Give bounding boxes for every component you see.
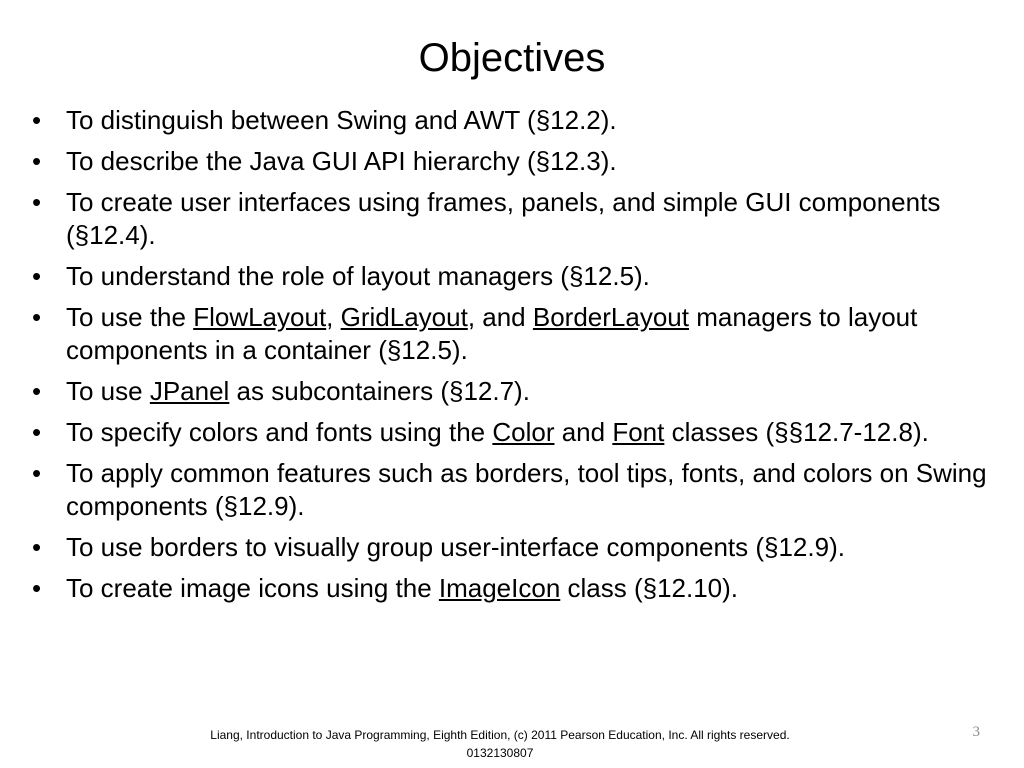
objective-text: To create user interfaces using frames, panels, and simple GUI components (§12.4). bbox=[66, 187, 941, 250]
objective-item bbox=[30, 104, 1010, 137]
objective-item bbox=[30, 531, 1010, 564]
slide-title: Objectives bbox=[418, 36, 606, 80]
objective-text: To understand the role of layout managers (§12.5). bbox=[66, 261, 650, 291]
objective-text: To describe the Java GUI API hierarchy (§12.3). bbox=[66, 146, 617, 176]
objective-item bbox=[30, 457, 1010, 523]
objective-text: To use bbox=[66, 376, 150, 406]
objective-text: as subcontainers (§12.7). bbox=[229, 376, 530, 406]
objectives-list bbox=[30, 104, 1010, 613]
objective-text: To distinguish between Swing and AWT (§12.2). bbox=[66, 105, 617, 135]
objective-text: To specify colors and fonts using the bbox=[66, 417, 493, 447]
bullet-icon: • bbox=[32, 187, 42, 217]
objective-item bbox=[30, 145, 1010, 178]
class-name-borderlayout: BorderLayout bbox=[532, 302, 689, 332]
objective-text: managers to layout components in a container (§12.5). bbox=[66, 302, 918, 365]
objective-text: To use the bbox=[66, 302, 194, 332]
objective-item bbox=[30, 416, 1010, 449]
bullet-icon: • bbox=[32, 376, 42, 406]
objective-text: class (§12.10). bbox=[560, 573, 739, 603]
class-name-color: Color bbox=[492, 417, 555, 447]
objective-text: To use borders to visually group user-interface components (§12.9). bbox=[66, 532, 845, 562]
class-name-flowlayout: FlowLayout bbox=[193, 302, 327, 332]
objective-item bbox=[30, 186, 1010, 252]
objective-item bbox=[30, 572, 1010, 605]
class-name-imageicon: ImageIcon bbox=[438, 573, 561, 603]
bullet-icon: • bbox=[32, 105, 42, 135]
bullet-icon: • bbox=[32, 458, 42, 488]
objective-text: To create image icons using the bbox=[66, 573, 439, 603]
class-name-gridlayout: GridLayout bbox=[340, 302, 468, 332]
class-name-font: Font bbox=[612, 417, 665, 447]
class-name-jpanel: JPanel bbox=[149, 376, 230, 406]
bullet-icon: • bbox=[32, 573, 42, 603]
objective-text: , bbox=[326, 302, 341, 332]
bullet-icon: • bbox=[32, 417, 42, 447]
objective-item bbox=[30, 375, 1010, 408]
objective-item bbox=[30, 301, 1010, 367]
bullet-icon: • bbox=[32, 302, 42, 332]
bullet-icon: • bbox=[32, 261, 42, 291]
objective-text: classes (§§12.7-12.8). bbox=[664, 417, 929, 447]
slide-number: 3 bbox=[972, 724, 980, 740]
objective-text: To apply common features such as borders, tool tips, fonts, and colors on Swing components (§12.9). bbox=[66, 458, 987, 521]
bullet-icon: • bbox=[32, 146, 42, 176]
bullet-icon: • bbox=[32, 532, 42, 562]
objective-text: and bbox=[554, 417, 613, 447]
objective-item bbox=[30, 260, 1010, 293]
objective-text: , and bbox=[467, 302, 533, 332]
copyright-footer: Liang, Introduction to Java Programming, Eighth Edition, (c) 2011 Pearson Education, Inc. All rights reserved. 0132130807 bbox=[210, 728, 790, 760]
